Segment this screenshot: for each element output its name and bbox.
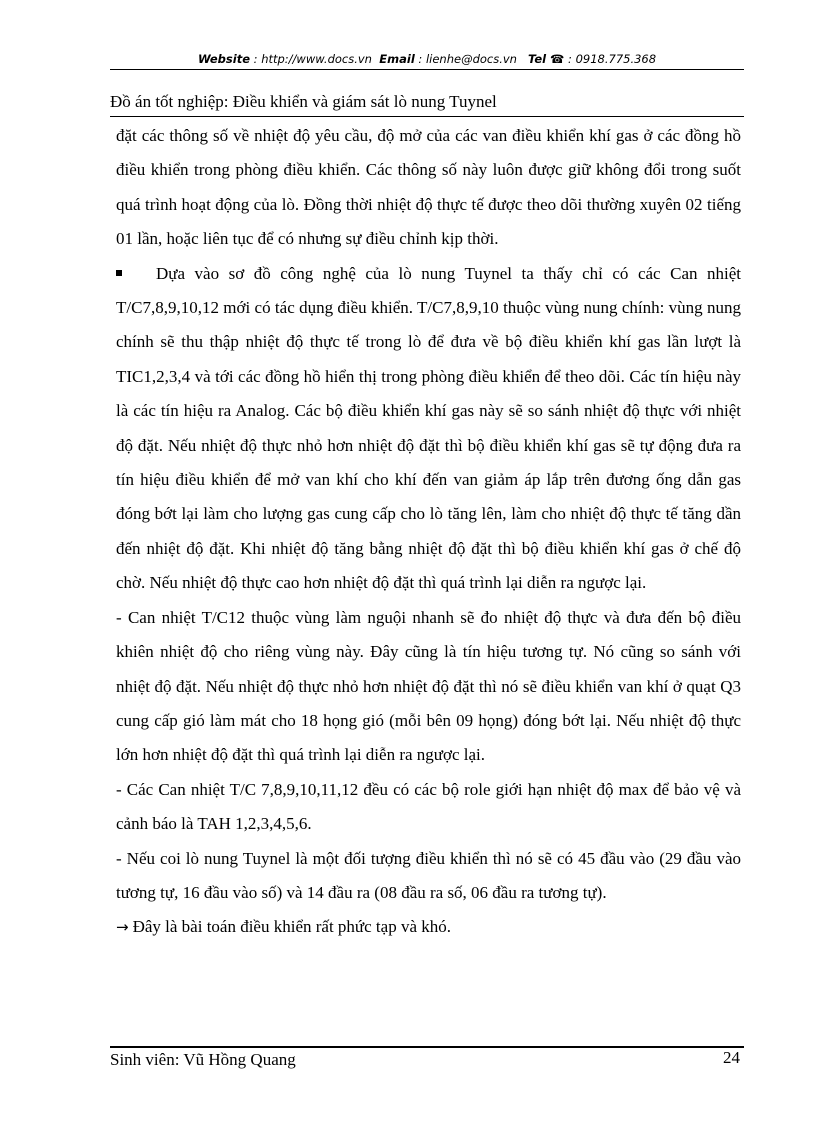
tel-number: : 0918.775.368: [568, 52, 657, 66]
email-address[interactable]: : lienhe@docs.vn: [418, 52, 517, 66]
square-bullet-icon: [116, 270, 122, 276]
page-number: 24: [723, 1048, 740, 1067]
paragraph-3: - Can nhiệt T/C12 thuộc vùng làm nguội nhanh sẽ đo nhiệt độ thực và đưa đến bộ điều khiên nhiệt độ cho riêng vùng này. Đây cũng là tín hiệu tương tự. Nó cũng so sánh với nhiệt độ đặt. Nếu nhiệt độ thực nhỏ hơn nhiệt độ đặt thì nó sẽ điều khiển van khí ở quạt Q3 cung cấp gió làm mát cho 18 họng gió (mỗi bên 09 họng) đóng bớt lại. Nếu nhiệt độ thực lớn hơn nhiệt độ đặt thì quá trình lại diễn ra ngược lại.: [116, 607, 741, 765]
document-body: [116, 119, 741, 945]
paragraph-2: [116, 257, 741, 601]
running-header-title: Đồ án tốt nghiệp: Điều khiển và giám sát lò nung Tuynel: [110, 92, 497, 111]
paragraph-1: đặt các thông số về nhiệt độ yêu cầu, độ mở của các van điều khiển khí gas ở các đồng hồ điều khiển trong phòng điều khiển. Các thông số này luôn được giữ không đổi trong suốt quá trình hoạt động của lò. Đồng thời nhiệt độ thực tế được theo dõi thường xuyên 02 tiếng 01 lần, hoặc liên tục để có nhưng sự điều chỉnh kịp thời.: [116, 126, 741, 249]
footer-author: Sinh viên: Vũ Hồng Quang: [110, 1050, 296, 1069]
footer-divider: [110, 1046, 744, 1048]
tel-label: Tel ☎: [527, 52, 565, 66]
website-banner: [110, 49, 744, 70]
website-url[interactable]: : http://www.docs.vn: [253, 52, 372, 66]
header-divider: [110, 116, 744, 117]
paragraph-6-text: Đây là bài toán điều khiển rất phức tạp và khó.: [132, 917, 451, 937]
paragraph-6: [116, 910, 741, 944]
website-label: Website: [197, 52, 251, 66]
email-label: Email: [379, 52, 415, 66]
paragraph-2-text: Dựa vào sơ đồ công nghệ của lò nung Tuynel ta thấy chỉ có các Can nhiệt T/C7,8,9,10,12 mới có tác dụng điều khiển. T/C7,8,9,10 thuộc vùng nung chính: vùng nung chính sẽ thu thập nhiệt độ thực tế trong lò để đưa về bộ điều khiển khí gas lần lượt là TIC1,2,3,4 và tới các đồng hồ hiển thị trong phòng điều khiển để theo dõi. Các tín hiệu này là các tín hiệu ra Analog. Các bộ điều khiển khí gas này sẽ so sánh nhiệt độ thực với nhiệt độ đặt. Nếu nhiệt độ thực nhỏ hơn nhiệt độ đặt thì bộ điều khiển khí gas sẽ tự động đưa ra tín hiệu điều khiển để mở van khí cho khí đến van giảm áp lắp trên đương ống dẫn gas đóng bớt lại làm cho lượng gas cung cấp cho lò tăng lên, làm cho nhiệt độ thực tế tăng dần đến nhiệt độ đặt. Khi nhiệt độ tăng bằng nhiệt độ đặt thì bộ điều khiển khí gas ở chế độ chờ. Nếu nhiệt độ thực cao hơn nhiệt độ đặt thì quá trình lại diễn ra ngược lại.: [116, 263, 741, 593]
right-arrow-icon: →: [116, 918, 129, 937]
paragraph-4: - Các Can nhiệt T/C 7,8,9,10,11,12 đều có các bộ role giới hạn nhiệt độ max để bảo vệ và cảnh báo là TAH 1,2,3,4,5,6.: [116, 779, 741, 834]
paragraph-5: - Nếu coi lò nung Tuynel là một đối tượng điều khiển thì nó sẽ có 45 đầu vào (29 đầu vào tương tự, 16 đầu vào số) và 14 đầu ra (08 đầu ra số, 06 đầu ra tương tự).: [116, 848, 741, 902]
